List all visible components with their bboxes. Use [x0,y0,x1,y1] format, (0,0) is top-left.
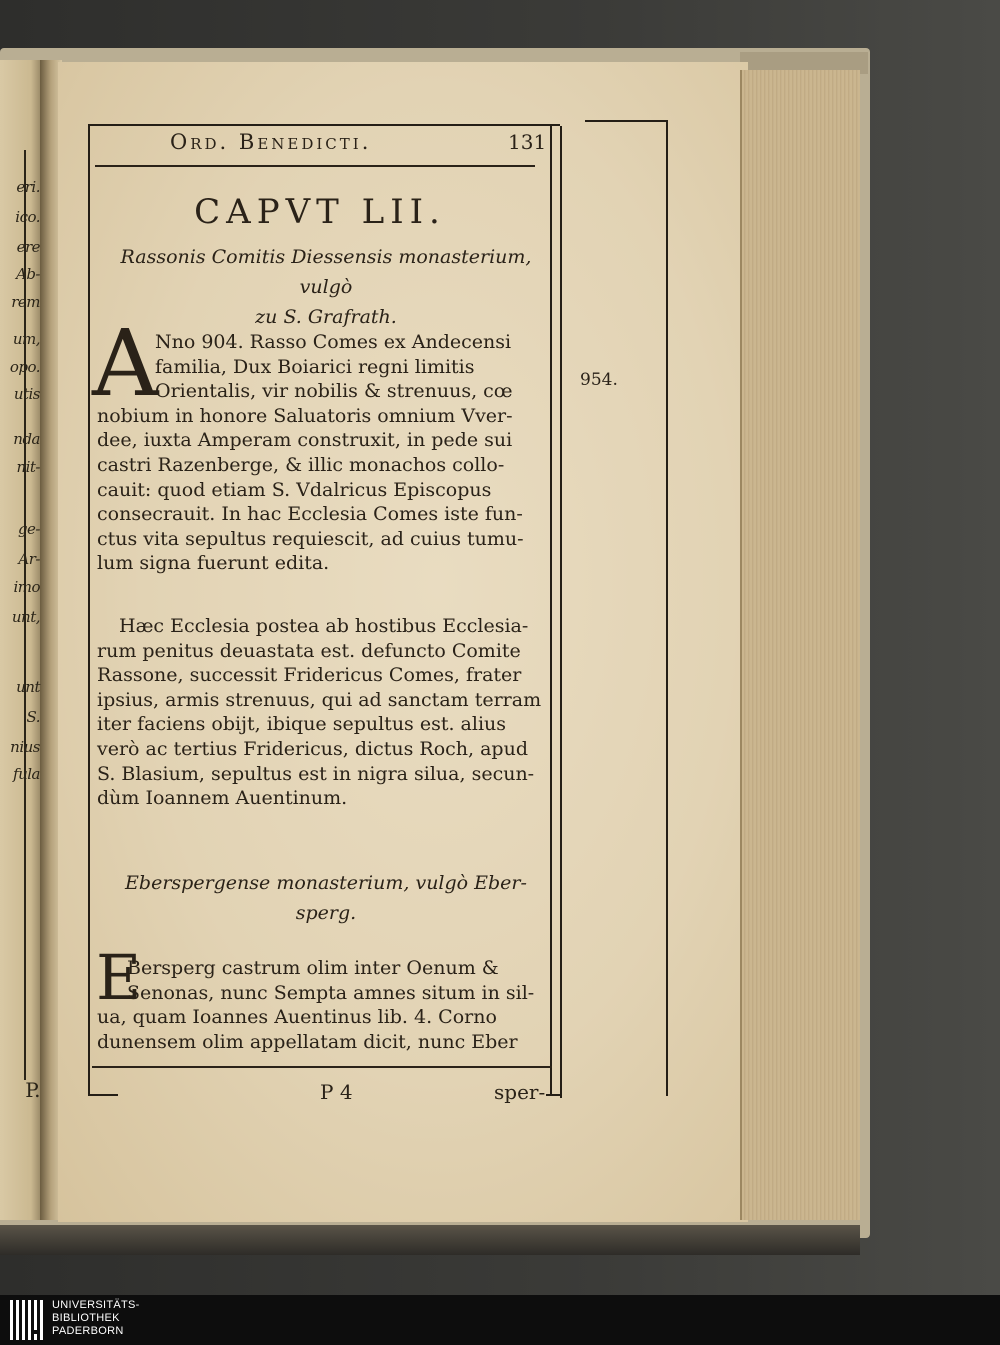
text-line: Hæc Ecclesia postea ab hostibus Ecclesia- [119,615,529,637]
frame-left-rule [88,124,90,1096]
paragraph-2 [97,614,557,811]
page-number: 131 [508,130,547,154]
catchword: sper- [494,1080,546,1104]
header-rule [95,165,535,167]
text-line: S. Blasium, sepultus est in nigra silua, secun- [97,762,535,785]
left-fragment: nit- [16,458,40,476]
library-banner [0,1295,1000,1345]
left-fragment: nda [13,430,40,448]
library-name-line: BIBLIOTHEK [52,1312,120,1324]
text-line: castri Razenberge, & illic monachos collo- [97,453,505,476]
frame-outer-right-rule [560,126,562,1098]
left-fragment: Ar- [18,550,40,568]
left-fragment: um, [12,330,40,348]
library-logo-icon [10,1298,46,1342]
text-line: ua, quam Ioannes Auentinus lib. 4. Corno [97,1006,497,1029]
left-fragment: unt, [11,608,40,626]
margin-frame-right [666,120,668,1096]
paragraph-3 [97,956,557,1054]
chapter-title: CAPVT LII. [194,192,446,232]
paragraph-1 [97,330,557,576]
section-title-line: Eberspergense monasterium, vulgò Eber- [125,872,527,894]
text-line: lum signa fuerunt edita. [97,552,330,575]
footer-rule [92,1066,552,1068]
left-fragment: eri. [16,178,40,196]
left-fragment: opo. [9,358,40,376]
left-fragment: ico. [15,208,40,226]
left-fragment: nius [10,738,40,756]
margin-date-note: 954. [580,370,618,390]
chapter-subtitle-line: zu S. Grafrath. [255,306,397,328]
text-line: Nno 904. Rasso Comes ex Andecensi [155,331,512,353]
chapter-subtitle-line: Rassonis Comitis Diessensis monasterium, vulgò [120,246,532,298]
text-line: Senonas, nunc Sempta amnes situm in sil- [127,981,535,1004]
text-line: dunensem olim appellatam dicit, nunc Eber [97,1030,518,1053]
text-line: ipsius, armis strenuus, qui ad sanctam terram [97,688,542,711]
text-line: Rassone, successit Fridericus Comes, frater [97,664,522,687]
running-title: Ord. Benedicti. [170,130,372,154]
left-fragment: rem [11,293,40,311]
drop-cap: A [92,310,159,417]
section-title-line: sperg. [295,902,357,924]
left-fragment: P. [25,1078,40,1102]
library-name-line: UNIVERSITÄTS- [52,1299,140,1311]
text-line: nobium in honore Saluatoris omnium Vver- [97,404,513,427]
frame-bottom-rule [88,1094,118,1096]
left-fragment: fula [13,765,40,783]
library-name-line: PADERBORN [52,1325,124,1337]
left-fragment: ere [16,238,40,256]
left-fragment: unt [16,678,40,696]
left-page [0,60,44,1220]
cover-shadow [0,1225,860,1255]
left-fragment: ge- [17,520,40,538]
section-title [92,868,560,928]
text-line: cauit: quod etiam S. Vdalricus Episcopus [97,478,492,501]
frame-bottom-rule [546,1094,560,1096]
chapter-subtitle [92,242,560,332]
left-fragment: Ab- [15,265,40,283]
text-line: iter faciens obijt, ibique sepultus est. alius [97,713,507,736]
text-line: familia, Dux Boiarici regni limitis [155,355,475,378]
text-line: dee, iuxta Amperam construxit, in pede sui [97,429,513,452]
left-fragment: S. [26,708,40,726]
text-line: ctus vita sepultus requiescit, ad cuius tumu- [97,527,524,550]
page-fore-edge [740,70,860,1220]
text-line: Bersperg castrum olim inter Oenum & [127,957,499,979]
text-line: dùm Ioannem Auentinum. [97,787,348,810]
library-name [52,1299,140,1338]
frame-top-rule [88,124,560,126]
text-line: rum penitus deuastata est. defuncto Comite [97,639,521,662]
text-line: verò ac tertius Fridericus, dictus Roch, apud [97,737,528,760]
signature-mark: P 4 [320,1080,353,1104]
left-fragment: utis [13,385,40,403]
drop-cap: E [96,941,142,1014]
text-line: consecrauit. In hac Ecclesia Comes iste fun- [97,503,523,526]
margin-frame-top [585,120,667,122]
left-fragment: imo [13,578,40,596]
text-line: Orientalis, vir nobilis & strenuus, cœ [155,380,513,403]
